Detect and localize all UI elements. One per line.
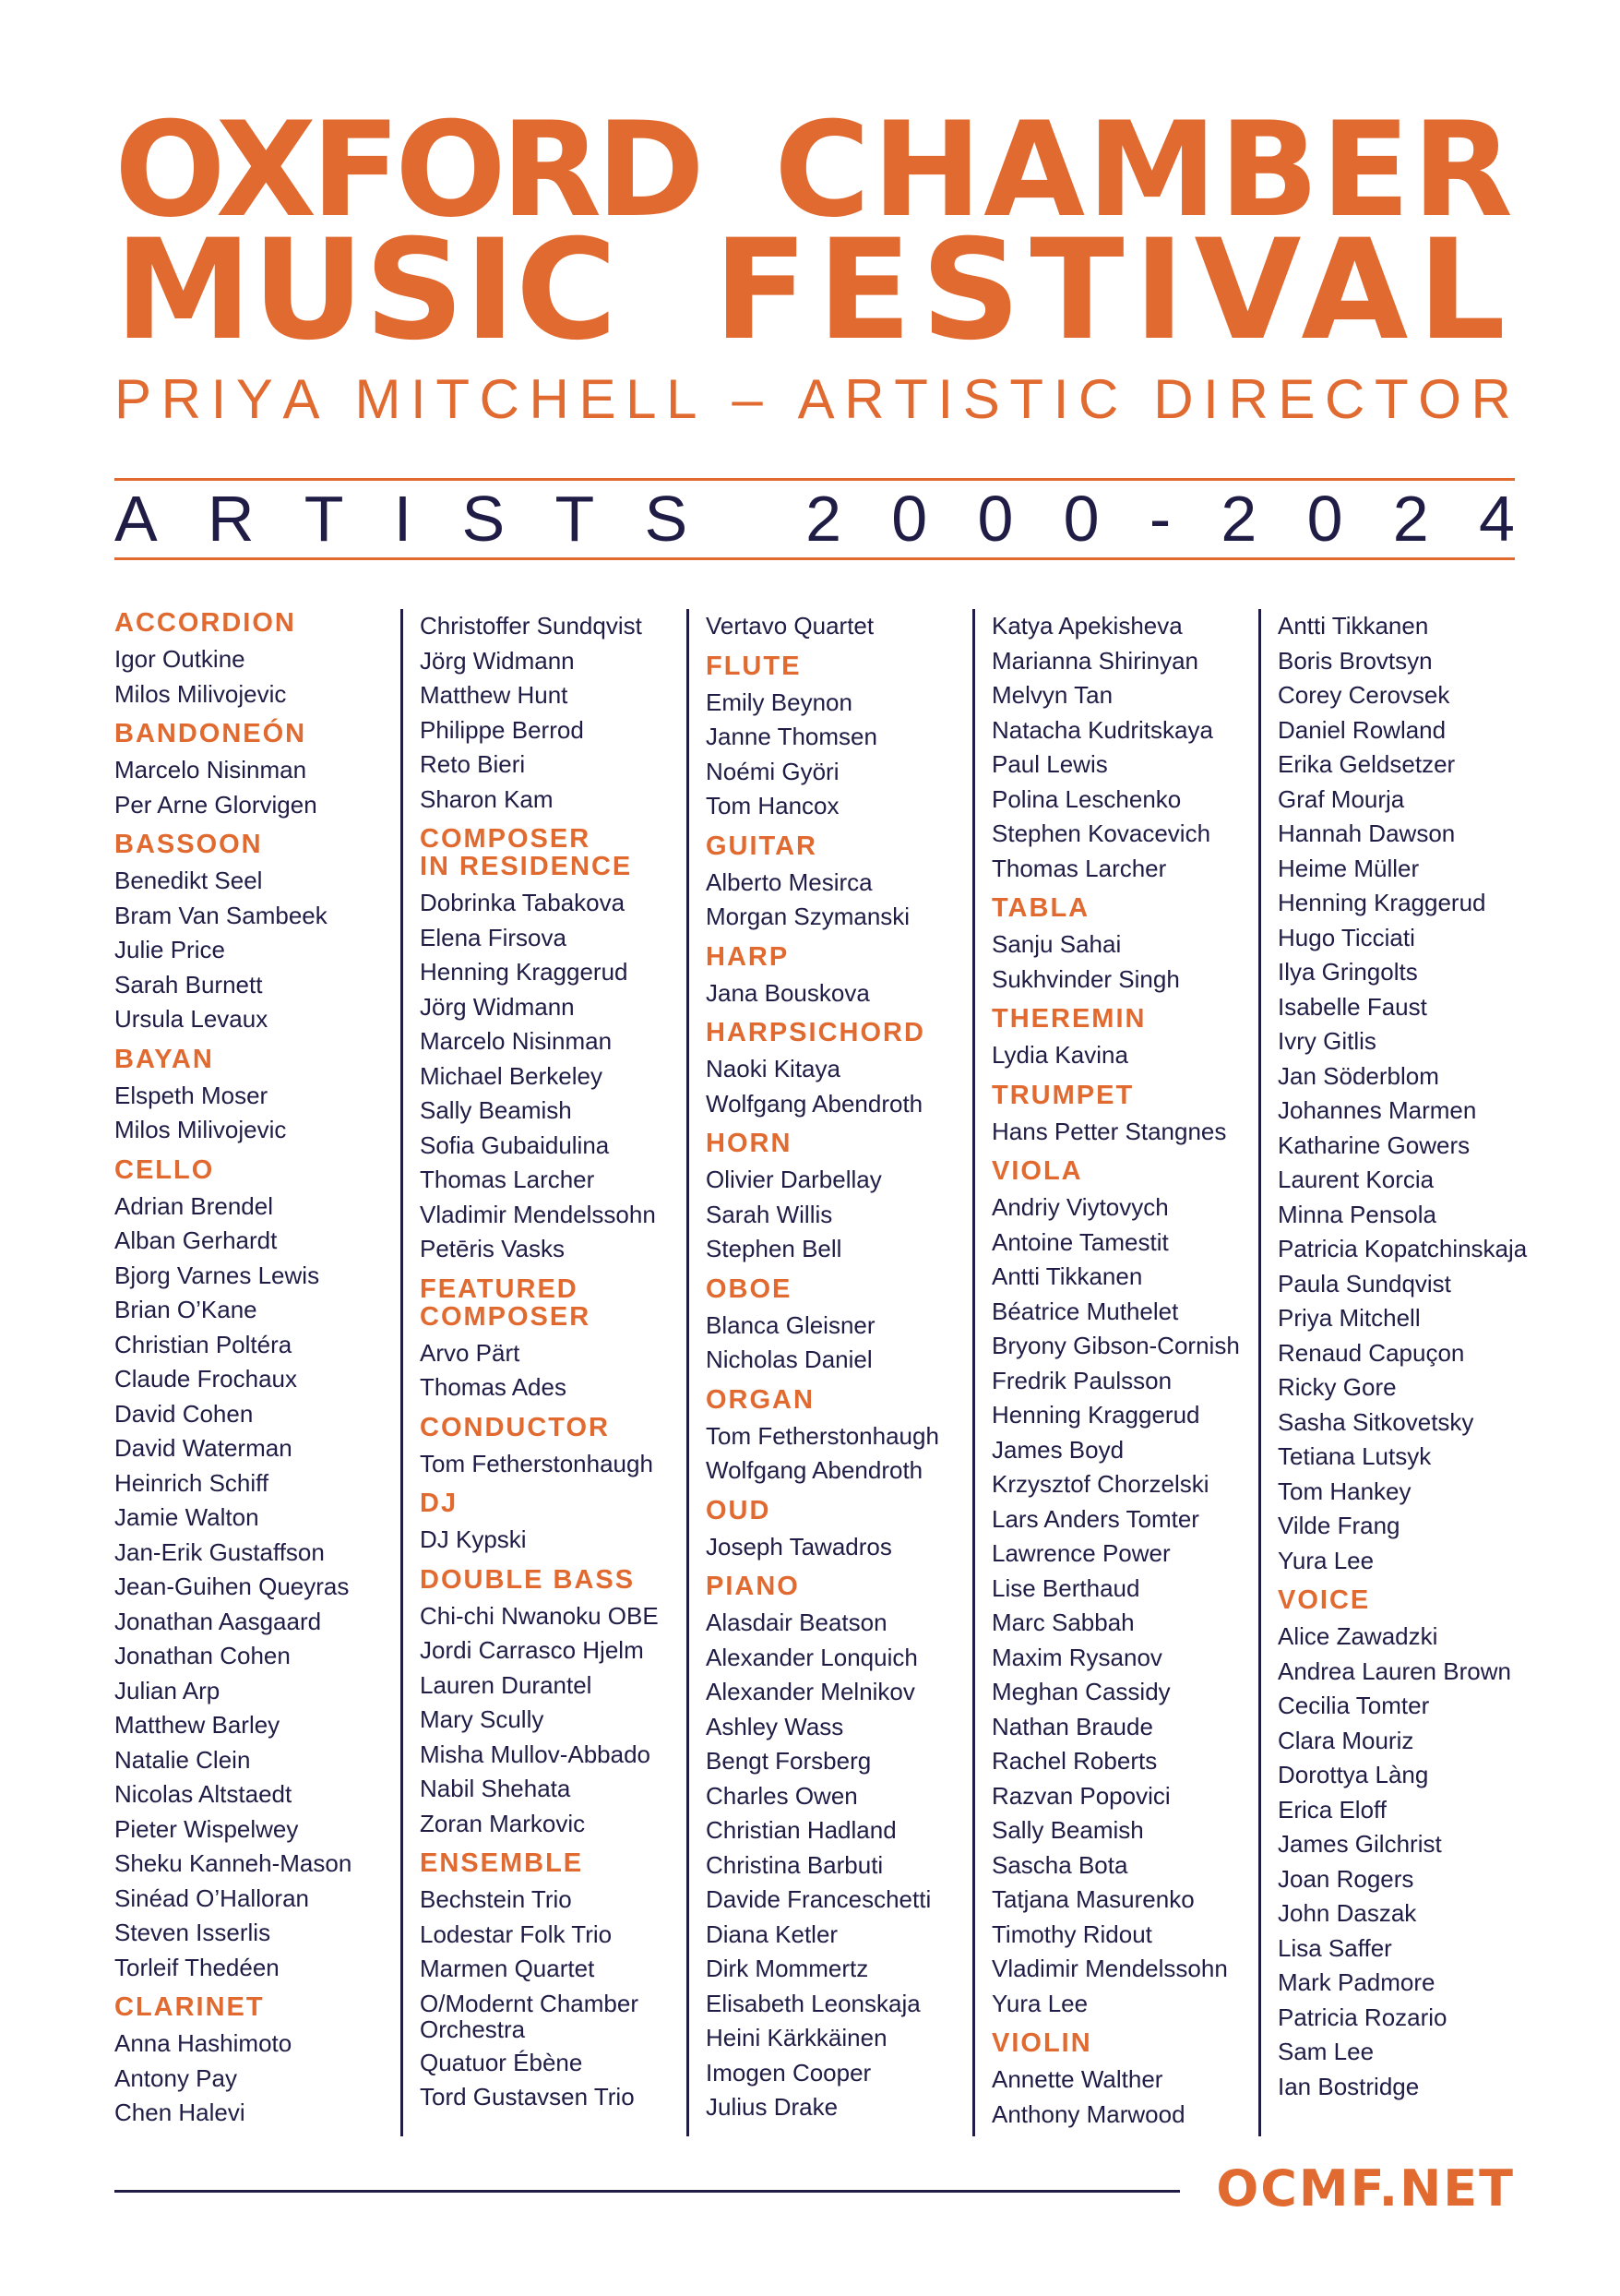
artist-name: Christina Barbuti <box>706 1850 884 1879</box>
artist-name: Andriy Viytovych <box>992 1193 1169 1221</box>
artists-heading-letter: I <box>393 483 412 555</box>
artist-name: Mark Padmore <box>1278 1968 1435 1996</box>
artist-name: Lisa Saffer <box>1278 1933 1392 1962</box>
artist-name: Sinéad O’Halloran <box>114 1883 310 1912</box>
instrument-heading: THEREMIN <box>992 1004 1147 1034</box>
artist-name: Tatjana Masurenko <box>992 1885 1195 1913</box>
artist-name: Wolfgang Abendroth <box>706 1089 923 1118</box>
artists-heading-letter: 0 <box>977 483 1014 555</box>
artist-name: Torleif Thedéen <box>114 1953 280 1981</box>
artist-name: Daniel Rowland <box>1278 715 1447 744</box>
artist-name: Olivier Darbellay <box>706 1166 882 1193</box>
artist-name: Henning Kraggerud <box>420 958 628 986</box>
artist-name: Hannah Dawson <box>1278 819 1456 847</box>
artist-name: Béatrice Muthelet <box>992 1297 1179 1325</box>
instrument-heading: HORN <box>706 1129 792 1158</box>
artist-name: Nicholas Daniel <box>706 1345 873 1373</box>
artists-heading-letter: 0 <box>1306 483 1343 555</box>
director-char: D <box>1153 368 1197 430</box>
heading-rule-bottom <box>114 557 1515 560</box>
director-char: E <box>1278 368 1319 430</box>
artist-name: Hugo Ticciati <box>1278 923 1415 951</box>
director-char: R <box>161 368 205 430</box>
artist-name: O/Modernt Chamber <box>420 1989 638 2017</box>
artist-name: Sascha Bota <box>992 1850 1128 1879</box>
artist-name: Tord Gustavsen Trio <box>420 2083 635 2111</box>
artist-name: Anthony Marwood <box>992 2099 1185 2128</box>
instrument-heading: CONDUCTOR <box>420 1412 610 1442</box>
artist-name: Erica Eloff <box>1278 1795 1388 1824</box>
artist-name: Matthew Hunt <box>420 681 568 709</box>
director-char: A <box>797 368 839 430</box>
artist-name: Lars Anders Tomter <box>992 1504 1199 1533</box>
artist-name: Lydia Kavina <box>992 1041 1128 1069</box>
director-char: A <box>282 368 324 430</box>
artist-name: Michael Berkeley <box>420 1061 602 1090</box>
artist-name: James Gilchrist <box>1278 1830 1442 1858</box>
artist-name: Sarah Burnett <box>114 970 263 999</box>
director-char <box>772 372 792 427</box>
artist-name: Quatuor Ébène <box>420 2048 583 2076</box>
artist-name: Yura Lee <box>1278 1546 1375 1574</box>
director-char: Y <box>235 368 277 430</box>
artist-name: Thomas Ades <box>420 1373 566 1401</box>
artist-columns <box>114 609 1535 2136</box>
instrument-heading: TRUMPET <box>992 1080 1135 1110</box>
artists-heading-letter: - <box>1149 483 1172 555</box>
instrument-heading: BASSOON <box>114 830 263 859</box>
artist-name: Sofia Gubaidulina <box>420 1130 610 1159</box>
artist-name: Ashley Wass <box>706 1712 844 1740</box>
artist-name: Krzysztof Chorzelski <box>992 1470 1209 1498</box>
instrument-heading: GUITAR <box>706 831 818 861</box>
artist-name: Ursula Levaux <box>114 1005 268 1033</box>
artist-name: Vladimir Mendelssohn <box>420 1200 656 1228</box>
artist-name: Fredrik Paulsson <box>992 1366 1173 1394</box>
artist-name: Christian Hadland <box>706 1816 897 1844</box>
artist-name: Jordi Carrasco Hjelm <box>420 1636 644 1664</box>
artist-name: Tom Hancox <box>706 792 840 819</box>
artist-name: Antti Tikkanen <box>992 1262 1143 1290</box>
artist-name: Julius Drake <box>706 2093 839 2121</box>
instrument-heading: FEATURED <box>420 1274 578 1304</box>
artist-name: Natalie Clein <box>114 1745 251 1774</box>
artist-name: Vladimir Mendelssohn <box>992 1955 1228 1982</box>
artistic-director-line <box>114 367 1515 432</box>
director-char: C <box>1078 368 1123 430</box>
director-char: E <box>578 368 620 430</box>
artist-name: Julian Arp <box>114 1676 220 1704</box>
artist-name: Jonathan Aasgaard <box>114 1607 322 1635</box>
artist-name: Laurent Korcia <box>1278 1166 1435 1193</box>
instrument-heading: ENSEMBLE <box>420 1848 584 1878</box>
director-char: P <box>114 368 156 430</box>
artist-name: Marcelo Nisinman <box>114 756 307 783</box>
artist-name: Marianna Shirinyan <box>992 646 1199 675</box>
artist-name: Per Arne Glorvigen <box>114 790 317 819</box>
artist-name: Marcelo Nisinman <box>420 1027 613 1055</box>
artist-name: David Waterman <box>114 1434 292 1462</box>
artist-name: Nicolas Altstaedt <box>114 1780 292 1808</box>
artist-name: Alberto Mesirca <box>706 867 873 896</box>
artist-name: Jana Bouskova <box>706 978 870 1007</box>
artist-name: David Cohen <box>114 1399 254 1428</box>
title-word-music: MUSIC <box>114 210 617 371</box>
artist-name: Priya Mitchell <box>1278 1304 1421 1332</box>
artist-name: Minna Pensola <box>1278 1200 1436 1228</box>
instrument-heading: COMPOSER <box>420 1301 591 1332</box>
artist-column-1 <box>114 609 391 2136</box>
artist-name: Petēris Vasks <box>420 1235 566 1262</box>
artist-name: Vilde Frang <box>1278 1512 1400 1539</box>
artist-column-3 <box>686 609 966 2136</box>
artist-name: Mary Scully <box>420 1705 544 1733</box>
artist-name: Janne Thomsen <box>706 723 877 750</box>
instrument-heading: VIOLA <box>992 1156 1083 1186</box>
artist-name: Imogen Cooper <box>706 2058 872 2087</box>
instrument-heading: VOICE <box>1278 1585 1371 1615</box>
artist-name: Wolfgang Abendroth <box>706 1456 923 1484</box>
artist-name: Clara Mouriz <box>1278 1726 1414 1754</box>
artist-name: Natacha Kudritskaya <box>992 715 1213 744</box>
artist-name: Brian O’Kane <box>114 1296 257 1323</box>
instrument-heading: CELLO <box>114 1154 215 1185</box>
instrument-heading: VIOLIN <box>992 2028 1092 2058</box>
director-char: R <box>1471 368 1515 430</box>
artist-name: Patricia Kopatchinskaja <box>1278 1235 1528 1262</box>
director-char <box>1128 372 1148 427</box>
artist-name: Antony Pay <box>114 2063 237 2092</box>
artist-name: Sam Lee <box>1278 2038 1375 2065</box>
director-char: I <box>1203 368 1222 430</box>
artist-name: James Boyd <box>992 1435 1125 1464</box>
artist-name: Tom Hankey <box>1278 1477 1412 1505</box>
artist-name: Patricia Rozario <box>1278 2003 1447 2031</box>
instrument-heading: BANDONEÓN <box>114 719 307 748</box>
artists-heading-letter: 2 <box>805 483 842 555</box>
artist-name: Naoki Kitaya <box>706 1055 840 1082</box>
instrument-heading: IN RESIDENCE <box>420 852 633 881</box>
artist-name: Alexander Lonquich <box>706 1643 918 1671</box>
artist-name: Sally Beamish <box>420 1096 572 1124</box>
artist-name: Antti Tikkanen <box>1278 612 1429 640</box>
artists-heading-letter: S <box>644 483 688 555</box>
artist-name: Vertavo Quartet <box>706 612 875 640</box>
instrument-heading: TABLA <box>992 893 1090 923</box>
director-char: T <box>894 368 932 430</box>
instrument-heading: HARP <box>706 941 790 972</box>
artists-heading-gap <box>737 486 755 551</box>
artist-name: Paula Sundqvist <box>1278 1269 1451 1297</box>
director-char <box>329 372 349 427</box>
artist-name: Antoine Tamestit <box>992 1227 1169 1256</box>
director-char: I <box>937 368 958 430</box>
artist-name: Stephen Kovacevich <box>992 819 1211 847</box>
artist-name: Katharine Gowers <box>1278 1130 1471 1159</box>
artist-name: Claude Frochaux <box>114 1365 297 1393</box>
artist-name: Christoffer Sundqvist <box>420 612 642 640</box>
artist-name: Jan Söderblom <box>1278 1061 1439 1090</box>
instrument-heading: COMPOSER <box>420 824 591 854</box>
artist-name: Annette Walther <box>992 2065 1163 2093</box>
artist-name: Alice Zawadzki <box>1278 1622 1438 1650</box>
artist-name: Lauren Durantel <box>420 1670 592 1699</box>
artist-name: Jamie Walton <box>114 1503 259 1531</box>
director-char: I <box>210 368 231 430</box>
instrument-heading: OUD <box>706 1495 771 1525</box>
director-char: – <box>732 368 767 430</box>
director-char: H <box>529 368 573 430</box>
artist-name: Marc Sabbah <box>992 1608 1135 1636</box>
artist-name: Razvan Popovici <box>992 1781 1171 1810</box>
artist-column-5 <box>1258 609 1538 2136</box>
artist-name: Ivry Gitlis <box>1278 1027 1376 1055</box>
artist-name: Pieter Wispelwey <box>114 1814 299 1843</box>
artist-name: Christian Poltéra <box>114 1330 292 1358</box>
artist-name: Diana Ketler <box>706 1919 839 1948</box>
artist-name: Isabelle Faust <box>1278 992 1427 1021</box>
director-char <box>707 372 726 427</box>
artist-name: Matthew Barley <box>114 1711 280 1739</box>
artist-name: Rachel Roberts <box>992 1747 1158 1775</box>
artist-name: Misha Mullov-Abbado <box>420 1740 651 1768</box>
director-char: T <box>435 368 473 430</box>
artist-name: Milos Milivojevic <box>114 679 287 708</box>
artist-name: Elspeth Moser <box>114 1081 268 1109</box>
footer-rule <box>114 2190 1180 2193</box>
artist-name: Davide Franceschetti <box>706 1885 932 1913</box>
artist-name: Adrian Brendel <box>114 1191 273 1220</box>
director-char: I <box>411 368 430 430</box>
artist-name: Henning Kraggerud <box>1278 889 1486 916</box>
artist-name: Milos Milivojevic <box>114 1116 287 1143</box>
artist-name: Cecilia Tomter <box>1278 1692 1430 1719</box>
title-word-oxford: OXFORD <box>114 94 700 246</box>
artist-name: Jan-Erik Gustaffson <box>114 1537 325 1566</box>
instrument-heading: HARPSICHORD <box>706 1018 925 1047</box>
artist-name: Blanca Gleisner <box>706 1310 876 1339</box>
artist-name: Jörg Widmann <box>420 992 575 1021</box>
artist-name: Thomas Larcher <box>420 1166 595 1193</box>
artist-name: Elena Firsova <box>420 923 566 951</box>
instrument-heading: ORGAN <box>706 1384 815 1415</box>
instrument-heading: DOUBLE BASS <box>420 1564 636 1595</box>
director-char: T <box>1009 368 1048 430</box>
artist-name: Joseph Tawadros <box>706 1532 892 1561</box>
artist-name: Morgan Szymanski <box>706 903 911 930</box>
artist-name: Renaud Capuçon <box>1278 1338 1465 1367</box>
artist-name: Graf Mourja <box>1278 784 1405 813</box>
artist-name: Chi-chi Nwanoku OBE <box>420 1601 659 1630</box>
artist-name: Charles Owen <box>706 1781 858 1810</box>
director-char: C <box>479 368 523 430</box>
artist-name: Chen Halevi <box>114 2099 245 2126</box>
artist-name: Emily Beynon <box>706 688 852 716</box>
artist-name: Andrea Lauren Brown <box>1278 1656 1511 1685</box>
instrument-heading: ACCORDION <box>114 608 296 638</box>
artist-name: Sanju Sahai <box>992 930 1122 958</box>
artist-name: Maxim Rysanov <box>992 1643 1162 1671</box>
artist-name: Melvyn Tan <box>992 681 1114 709</box>
artist-name: Joan Rogers <box>1278 1864 1414 1893</box>
artist-name: Noémi Györi <box>706 757 840 785</box>
artist-name: Tom Fetherstonhaugh <box>420 1449 653 1477</box>
artist-name: Lise Berthaud <box>992 1573 1140 1602</box>
artist-name: Anna Hashimoto <box>114 2029 292 2057</box>
artist-name: Sharon Kam <box>420 784 554 813</box>
artist-name: Alasdair Beatson <box>706 1608 887 1636</box>
artist-name: Heime Müller <box>1278 854 1420 882</box>
artists-heading-letter: T <box>304 483 344 555</box>
artist-name: Marmen Quartet <box>420 1955 595 1982</box>
artist-name: DJ Kypski <box>420 1525 527 1553</box>
artist-name: Bechstein Trio <box>420 1885 572 1913</box>
artist-name: Arvo Pärt <box>420 1338 520 1367</box>
artist-name: Henning Kraggerud <box>992 1401 1200 1429</box>
artist-name: John Daszak <box>1278 1899 1417 1927</box>
artist-name: Boris Brovtsyn <box>1278 646 1433 675</box>
director-char: L <box>666 368 701 430</box>
artist-name: Meghan Cassidy <box>992 1678 1171 1705</box>
artist-name: Stephen Bell <box>706 1235 842 1262</box>
artist-name: Benedikt Seel <box>114 867 263 894</box>
artist-name: Sarah Willis <box>706 1200 833 1228</box>
artist-name: Julie Price <box>114 936 225 963</box>
artist-name: Tetiana Lutsyk <box>1278 1442 1432 1470</box>
artist-name: Tom Fetherstonhaugh <box>706 1421 939 1450</box>
artist-name: Dirk Mommertz <box>706 1955 869 1982</box>
director-char: R <box>844 368 888 430</box>
artist-name: Jörg Widmann <box>420 646 575 675</box>
director-char: M <box>354 368 405 430</box>
artist-name: Reto Bieri <box>420 750 526 778</box>
artist-name: Bram Van Sambeek <box>114 901 328 929</box>
artist-name: Orchestra <box>420 2015 526 2043</box>
artist-name: Steven Isserlis <box>114 1919 271 1946</box>
artist-name: Ian Bostridge <box>1278 2072 1420 2100</box>
artist-name: Sheku Kanneh-Mason <box>114 1849 352 1877</box>
artists-heading-letter: 0 <box>891 483 928 555</box>
artist-name: Igor Outkine <box>114 645 245 673</box>
artist-name: Erika Geldsetzer <box>1278 750 1456 778</box>
artist-name: Polina Leschenko <box>992 784 1182 813</box>
artists-heading-letter: 2 <box>1392 483 1429 555</box>
artist-name: Nabil Shehata <box>420 1775 571 1802</box>
artist-name: Sasha Sitkovetsky <box>1278 1407 1474 1436</box>
director-char: O <box>1418 368 1465 430</box>
artist-name: Bengt Forsberg <box>706 1747 872 1775</box>
artist-name: Corey Cerovsek <box>1278 681 1450 709</box>
director-char: S <box>962 368 1004 430</box>
artist-name: Nathan Braude <box>992 1712 1153 1740</box>
artist-name: Hans Petter Stangnes <box>992 1117 1227 1145</box>
artist-name: Lodestar Folk Trio <box>420 1919 613 1948</box>
instrument-heading: OBOE <box>706 1274 792 1304</box>
artist-name: Ilya Gringolts <box>1278 958 1418 986</box>
title-word-chamber: CHAMBER <box>774 94 1515 246</box>
artist-name: Heinrich Schiff <box>114 1468 269 1497</box>
artists-heading-letter: R <box>207 483 255 555</box>
artist-name: Sally Beamish <box>992 1816 1144 1844</box>
instrument-heading: BAYAN <box>114 1044 214 1074</box>
instrument-heading: FLUTE <box>706 651 802 681</box>
artist-name: Philippe Berrod <box>420 715 584 744</box>
director-char: C <box>1325 368 1369 430</box>
artist-name: Ricky Gore <box>1278 1373 1397 1401</box>
artist-name: Jean-Guihen Queyras <box>114 1573 350 1600</box>
director-char: T <box>1374 368 1412 430</box>
director-char: R <box>1228 368 1272 430</box>
instrument-heading: PIANO <box>706 1572 800 1601</box>
festival-title-line-2 <box>114 210 1515 371</box>
artists-heading-letter: 0 <box>1063 483 1100 555</box>
director-char: I <box>1053 368 1073 430</box>
artists-heading <box>114 484 1515 554</box>
artist-name: Alban Gerhardt <box>114 1226 278 1254</box>
artist-name: Timothy Ridout <box>992 1919 1152 1948</box>
artists-heading-letter: 2 <box>1221 483 1257 555</box>
artist-name: Lawrence Power <box>992 1539 1171 1567</box>
artist-column-4 <box>972 609 1252 2136</box>
artist-name: Paul Lewis <box>992 750 1108 778</box>
artists-heading-letter: A <box>114 483 158 555</box>
artist-name: Johannes Marmen <box>1278 1096 1477 1124</box>
artists-heading-letter: 4 <box>1478 483 1515 555</box>
director-char: L <box>625 368 661 430</box>
website-link[interactable]: OCMF.NET <box>1216 2159 1515 2218</box>
artist-name: Elisabeth Leonskaja <box>706 1989 921 2017</box>
artists-heading-letter: T <box>554 483 595 555</box>
heading-rule-top <box>114 478 1515 481</box>
artist-name: Zoran Markovic <box>420 1809 586 1837</box>
artist-name: Thomas Larcher <box>992 854 1167 882</box>
artist-name: Yura Lee <box>992 1989 1089 2017</box>
artist-name: Bjorg Varnes Lewis <box>114 1261 320 1289</box>
artist-name: Dobrinka Tabakova <box>420 889 625 916</box>
artist-name: Dorottya Làng <box>1278 1761 1429 1788</box>
artist-name: Heini Kärkkäinen <box>706 2024 887 2051</box>
artists-heading-letter: S <box>461 483 506 555</box>
artist-name: Bryony Gibson-Cornish <box>992 1332 1240 1359</box>
artist-name: Sukhvinder Singh <box>992 964 1180 993</box>
artist-name: Jonathan Cohen <box>114 1642 291 1669</box>
artist-name: Katya Apekisheva <box>992 612 1183 640</box>
artist-column-2 <box>400 609 680 2136</box>
artist-name: Alexander Melnikov <box>706 1678 915 1705</box>
instrument-heading: CLARINET <box>114 1992 265 2022</box>
title-word-festival: FESTIVAL <box>713 210 1515 371</box>
instrument-heading: DJ <box>420 1489 459 1518</box>
